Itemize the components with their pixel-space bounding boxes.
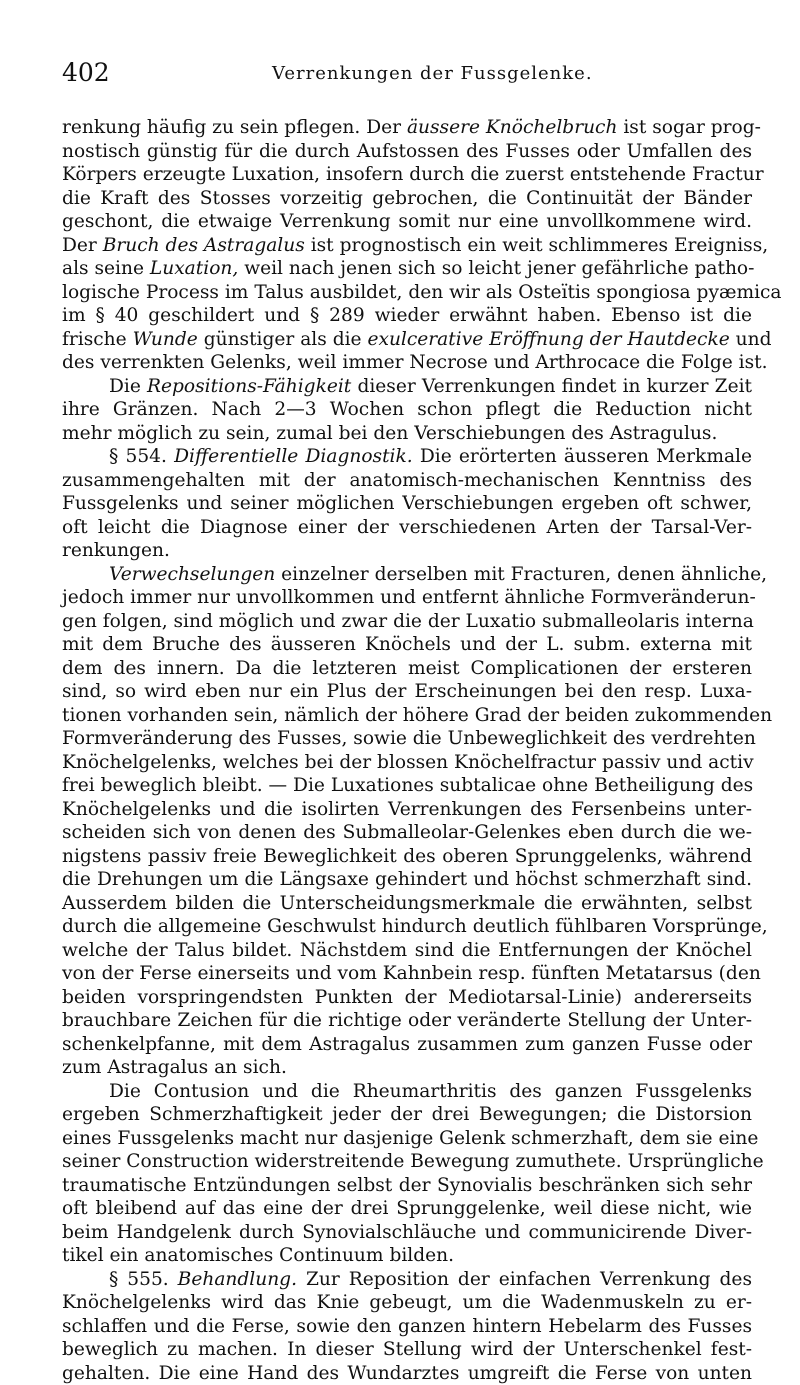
text-line [62, 516, 752, 540]
text-line [62, 657, 752, 681]
text-line [62, 1150, 752, 1174]
text-segment: schenkelpfanne, mit dem Astragalus zusammen zum ganzen Fusse oder [62, 1034, 752, 1055]
italic-text: Repositions-Fähigkeit [147, 376, 351, 397]
text-segment: dem des innern. Da die letzteren meist Complicationen der ersteren [62, 658, 752, 679]
text-line [62, 116, 752, 140]
text-line [62, 986, 752, 1010]
italic-text: Bruch des Astragalus [103, 235, 305, 256]
text-line [62, 1174, 752, 1198]
text-segment: Ausserdem bilden die Unterscheidungsmerkmale die erwähnten, selbst [62, 893, 752, 914]
text-segment: scheiden sich von denen des Submalleolar-Gelenkes eben durch die we- [62, 822, 752, 843]
text-line [62, 962, 752, 986]
text-line [62, 328, 752, 352]
text-segment: mehr möglich zu sein, zumal bei den Verschiebungen des Astragulus. [62, 423, 717, 444]
text-segment: beim Handgelenk durch Synovialschläuche und communicirende Diver- [62, 1222, 752, 1243]
text-segment: renkungen. [62, 540, 170, 561]
italic-text: Wunde [133, 329, 198, 350]
text-line [62, 422, 752, 446]
text-segment: geschont, die etwaige Verrenkung somit nur eine unvollkommene wird. [62, 211, 752, 232]
text-line [62, 1056, 752, 1080]
page-number: 402 [62, 58, 110, 87]
text-segment: Die [109, 376, 147, 397]
text-line [62, 1009, 752, 1033]
text-segment: Fussgelenks und seiner möglichen Verschiebungen ergeben oft schwer, [62, 493, 752, 514]
text-line [62, 1268, 752, 1292]
text-line [62, 915, 752, 939]
text-segment: weil nach jenen sich so leicht jener gefährliche patho- [238, 258, 754, 279]
text-line [62, 1362, 752, 1385]
text-segment: logische Process im Talus ausbildet, den wir als Osteïtis spongiosa pyæmica [62, 282, 782, 303]
page-header [62, 58, 742, 94]
italic-text: exulcerative Eröffnung der Hautdecke [367, 329, 729, 350]
text-segment: zusammengehalten mit der anatomisch-mechanischen Kenntniss des [62, 470, 752, 491]
text-line [62, 1315, 752, 1339]
text-segment: mit dem Bruche des äusseren Knöchels und der L. subm. externa mit [62, 634, 752, 655]
text-line [62, 727, 752, 751]
text-line [62, 1127, 752, 1151]
text-segment: dieser Verrenkungen findet in kurzer Zeit [351, 376, 752, 397]
text-segment: § 554. [109, 446, 174, 467]
text-line [62, 398, 752, 422]
text-segment: Zur Reposition der einfachen Verrenkung des [297, 1269, 752, 1290]
italic-text: Behandlung. [178, 1269, 297, 1290]
italic-text: Luxation, [150, 258, 238, 279]
text-segment: frei beweglich bleibt. — Die Luxationes subtalicae ohne Betheiligung des [62, 775, 753, 796]
text-line [62, 1291, 752, 1315]
text-segment: gen folgen, sind möglich und zwar die der Luxatio submalleolaris interna [62, 611, 754, 632]
text-line [62, 1221, 752, 1245]
text-line [62, 798, 752, 822]
text-line [62, 492, 752, 516]
text-line [62, 469, 752, 493]
running-title: Verrenkungen der Fussgelenke. [272, 63, 593, 84]
text-line [62, 210, 752, 234]
text-segment: traumatische Entzündungen selbst der Synovialis beschränken sich sehr [62, 1175, 752, 1196]
text-line [62, 868, 752, 892]
italic-text: Differentielle Diagnostik. [174, 446, 413, 467]
text-line [62, 163, 752, 187]
text-segment: ist prognostisch ein weit schlimmeres Ereigniss, [305, 235, 768, 256]
text-segment: zum Astragalus an sich. [62, 1057, 287, 1078]
text-line [62, 1244, 752, 1268]
text-segment: Knöchelgelenks, welches bei der blossen Knöchelfractur passiv und activ [62, 752, 754, 773]
text-segment: ist sogar prog- [617, 117, 760, 138]
text-line [62, 563, 752, 587]
text-line [62, 586, 752, 610]
text-segment: die Kraft des Stosses vorzeitig gebrochen, die Continuität der Bänder [62, 188, 752, 209]
text-segment: tikel ein anatomisches Continuum bilden. [62, 1245, 454, 1266]
text-line [62, 680, 752, 704]
text-line [62, 234, 752, 258]
text-segment: beweglich zu machen. In dieser Stellung wird der Unterschenkel fest- [62, 1339, 752, 1360]
text-segment: ergeben Schmerzhaftigkeit jeder der drei Bewegungen; die Distorsion [62, 1104, 752, 1125]
text-line [62, 845, 752, 869]
text-segment: beiden vorspringendsten Punkten der Mediotarsal-Linie) andererseits [62, 987, 752, 1008]
text-segment: brauchbare Zeichen für die richtige oder veränderte Stellung der Unter- [62, 1010, 752, 1031]
italic-text: äussere Knöchelbruch [407, 117, 618, 138]
text-line [62, 610, 752, 634]
text-segment: frische [62, 329, 133, 350]
text-segment: von der Ferse einerseits und vom Kahnbein resp. fünften Metatarsus (den [62, 963, 761, 984]
text-segment: im § 40 geschildert und § 289 wieder erwähnt haben. Ebenso ist die [62, 305, 752, 326]
text-line [62, 821, 752, 845]
text-segment: des verrenkten Gelenks, weil immer Necrose und Arthrocace die Folge ist. [62, 352, 768, 373]
text-segment: die Drehungen um die Längsaxe gehindert und höchst schmerzhaft sind. [62, 869, 752, 890]
text-line [62, 140, 752, 164]
text-segment: § 555. [109, 1269, 178, 1290]
text-segment: sind, so wird eben nur ein Plus der Erscheinungen bei den resp. Luxa- [62, 681, 752, 702]
text-segment: und [730, 329, 772, 350]
text-segment: Formveränderung des Fusses, sowie die Unbeweglichkeit des verdrehten [62, 728, 756, 749]
text-segment: nigstens passiv freie Beweglichkeit des oberen Sprunggelenks, während [62, 846, 752, 867]
text-segment: oft bleibend auf das eine der drei Sprunggelenke, weil diese nicht, wie [62, 1198, 752, 1219]
text-line [62, 704, 752, 728]
text-segment: nostisch günstig für die durch Aufstossen des Fusses oder Umfallen des [62, 141, 752, 162]
body-text [62, 116, 752, 1385]
text-segment: seiner Construction widerstreitende Bewegung zumuthete. Ursprüngliche [62, 1151, 764, 1172]
text-line [62, 939, 752, 963]
text-segment: eines Fussgelenks macht nur dasjenige Gelenk schmerzhaft, dem sie eine [62, 1128, 758, 1149]
text-segment: ihre Gränzen. Nach 2—3 Wochen schon pflegt die Reduction nicht [62, 399, 752, 420]
text-segment: günstiger als die [198, 329, 368, 350]
text-segment: gehalten. Die eine Hand des Wundarztes umgreift die Ferse von unten [62, 1363, 752, 1384]
text-segment: Knöchelgelenks und die isolirten Verrenkungen des Fersenbeins unter- [62, 799, 752, 820]
text-segment: durch die allgemeine Geschwulst hindurch deutlich fühlbaren Vorsprünge, [62, 916, 768, 937]
text-line [62, 751, 752, 775]
text-line [62, 892, 752, 916]
italic-text: Verwechselungen [109, 564, 275, 585]
text-segment: Die Contusion und die Rheumarthritis des ganzen Fussgelenks [109, 1081, 752, 1102]
text-segment: einzelner derselben mit Fracturen, denen ähnliche, [275, 564, 767, 585]
text-line [62, 1080, 752, 1104]
text-line [62, 633, 752, 657]
text-line [62, 281, 752, 305]
text-segment: jedoch immer nur unvollkommen und entfernt ähnliche Formveränderun- [62, 587, 756, 608]
text-segment: Der [62, 235, 103, 256]
text-segment: renkung häufig zu sein pflegen. Der [62, 117, 407, 138]
text-line [62, 351, 752, 375]
text-line [62, 375, 752, 399]
text-segment: Knöchelgelenks wird das Knie gebeugt, um die Wadenmuskeln zu er- [62, 1292, 752, 1313]
text-line [62, 1033, 752, 1057]
text-segment: Körpers erzeugte Luxation, insofern durch die zuerst entstehende Fractur [62, 164, 764, 185]
text-line [62, 774, 752, 798]
text-line [62, 257, 752, 281]
text-segment: Die erörterten äusseren Merkmale [413, 446, 752, 467]
text-line [62, 304, 752, 328]
text-line [62, 187, 752, 211]
text-segment: oft leicht die Diagnose einer der verschiedenen Arten der Tarsal-Ver- [62, 517, 752, 538]
text-line [62, 539, 752, 563]
text-line [62, 1197, 752, 1221]
text-segment: schlaffen und die Ferse, sowie den ganzen hintern Hebelarm des Fusses [62, 1316, 752, 1337]
text-segment: tionen vorhanden sein, nämlich der höhere Grad der beiden zukommenden [62, 705, 772, 726]
text-line [62, 1338, 752, 1362]
text-line [62, 445, 752, 469]
text-segment: als seine [62, 258, 150, 279]
text-segment: welche der Talus bildet. Nächstdem sind die Entfernungen der Knöchel [62, 940, 752, 961]
text-line [62, 1103, 752, 1127]
